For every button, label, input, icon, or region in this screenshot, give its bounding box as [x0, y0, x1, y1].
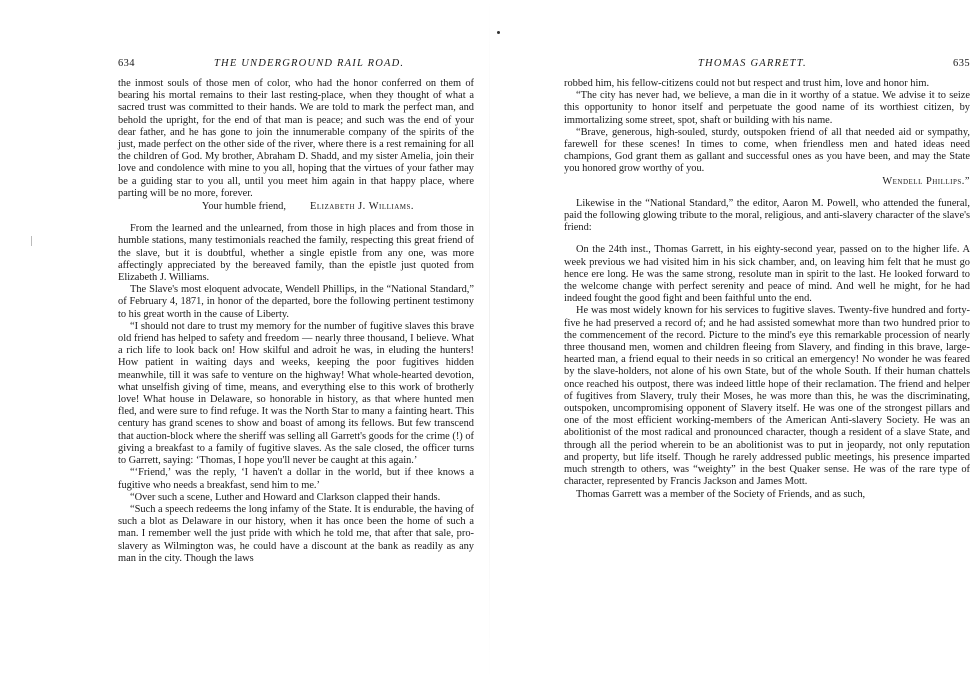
paragraph-friend-reply: “‘Friend,’ was the reply, ‘I haven't a dollar in the world, but if thee knows a fugitive who needs a breakfast, send him to me.’: [118, 467, 474, 491]
paragraph-luther-howard: “Over such a scene, Luther and Howard and Clarkson clapped their hands.: [130, 491, 441, 503]
paragraph-society-of-friends: Thomas Garrett was a member of the Society of Friends, and as such,: [576, 488, 866, 500]
right-running-title: THOMAS GARRETT.: [698, 58, 807, 69]
left-page-number: 634: [118, 58, 135, 69]
phillips-signature: [564, 176, 970, 188]
paragraph-phillips-quote: “I should not dare to trust my memory for the number of fugitive slaves this brave old friend has helped to safety and freedom — nearly three thousand, I believe. What a rich life to look back on! How skilful and adroit he was, in eluding the hunters! How patient in waiting days and weeks, keeping the poor fugitives hidden meanwhile, till it was safe to venture on the highway! What whole-hearted devotion, what unselfish giving of time, means, and everything else to this work of brotherly love! What house in Delaware, so honorable in history, as that where hunted men fled, and were sure to find refuge. It was the North Star to many a fainting heart. This century has grand scenes to show and boast of among its fellows. But few transcend that auction-block where the sheriff was selling all Garrett's goods for the crime (!) of giving a breakfast to a family of fugitive slaves. As the sale closed, the officer turns to Garrett, saying: ‘Thomas, I hope you'll never be caught at this again.’: [118, 320, 474, 467]
paragraph-robbed-him: robbed him, his fellow-citizens could not but respect and trust him, love and honor him.: [564, 78, 930, 89]
paragraph-farewell: “Brave, generous, high-souled, sturdy, outspoken friend of all that needed aid or sympathy, farewell for these scenes! In times to come, when friendless men and hated ideas need champions, God grant them as gallant and successful ones as you have been, and may the State you honored grow worthy of you.: [564, 126, 970, 175]
paragraph-speech-redeems: “Such a speech redeems the long infamy of the State. It is endurable, the having of such a blot as Delaware in our history, when it has once been the home of such a man. I remember well the just pride with which he told me, that after that sale, pro-slavery as Wilmington was, he could have a discount at the bank as readily as any man in the city. Though the laws: [118, 503, 474, 564]
paragraph-24th-inst: On the 24th inst., Thomas Garrett, in his eighty-second year, passed on to the higher life. A week previous we had visited him in his sick chamber, and, on leaving him felt that he must go hence ere long. He was the same strong, resolute man in spirit to the last. He looked forward to the welcome change with perfect serenity and peace of mind. And well he might, for he had indeed fought the good fight and been faithful unto the end.: [564, 244, 970, 305]
right-body-text: [564, 78, 970, 501]
paragraph-statue: “The city has never had, we believe, a man die in it worthy of a statue. We advise it to seize this opportunity to honor itself and perpetuate the good name of its worthiest citizen, by immortalizing some street, spot, shaft or building with his name.: [564, 90, 970, 126]
phillips-signature-name: Wendell Phillips.”: [882, 175, 970, 187]
right-page: [490, 0, 980, 680]
letter-close-paragraph: the inmost souls of those men of color, who had the honor conferred on them of bearing his mortal remains to their last resting-place, when they thought of what a sacred trust was committed to their hands. We are told to mark the perfect man, and behold the upright, for the end of that man is peace; and such was the end of your dear father, and he has gone to join the innumerable company of the spirits of the just, made perfect on the other side of the river, where there is a rest remaining for all the children of God. My brother, Abraham D. Shadd, and my sister Amelia, join their love and condolence with mine to you all, hoping that the virtues of your father may be a guiding star to you all, until you meet him again in that happy place, where parting will be no more, forever.: [118, 78, 474, 199]
paragraph-powell-intro: Likewise in the “National Standard,” the editor, Aaron M. Powell, who attended the funeral, paid the following glowing tribute to the moral, religious, and anti-slavery character of the slave's friend:: [564, 197, 970, 234]
left-body-text: [118, 78, 474, 565]
paragraph-testimonials: From the learned and the unlearned, from those in high places and from those in humble stations, many testimonials reached the family, respecting this great friend of the slave, but it is doubtful, whether a single epistle from any one, was more affectingly appreciated by the bereaved family, than the epistle just quoted from Elizabeth J. Williams.: [118, 223, 474, 284]
paragraph-phillips-intro: The Slave's most eloquent advocate, Wendell Phillips, in the “National Standard,” of February 4, 1871, in honor of the departed, bore the following pertinent testimony to his great worth in the cause of Liberty.: [118, 284, 474, 320]
paragraph-fugitive-services: He was most widely known for his services to fugitive slaves. Twenty-five hundred and forty-five he had preserved a record of; and he had assisted somewhat more than two hundred prior to the commencement of the record. Picture to the mind's eye this remarkable procession of nearly three thousand men, women and children fleeing from Slavery, and finding in this brave, large-hearted man, a friend equal to their needs in so critical an emergency! No wonder he was feared by the slave-holders, not alone of his own State, but of the whole South. If their human chattels once reached his outpost, there was indeed little hope of their reclamation. The friend and helper of fugitives from Slavery, truly their Moses, he was more than this, he was the discriminating, outspoken, uncompromising opponent of Slavery itself. He was one of the strongest pillars and one of the most efficient working-members of the American Anti-slavery Society. He was an abolitionist of the most radical and pronounced character, though a resident of a slave State, and through all the period wherein to be an abolitionist was to put in jeopardy, not only reputation and property, but life itself. Though he rarely addressed public meetings, his presence imparted much strength to others, was “weighty” in the best Quaker sense. He was of the rare type of character, represented by Francis Jackson and James Mott.: [564, 305, 970, 488]
right-page-number: 635: [953, 58, 970, 69]
left-running-title: THE UNDERGROUND RAIL ROAD.: [214, 58, 405, 69]
signature-closing: Your humble friend,: [201, 201, 286, 213]
letter-signature: [118, 201, 474, 213]
signature-name: Elizabeth J. Williams.: [309, 201, 414, 213]
